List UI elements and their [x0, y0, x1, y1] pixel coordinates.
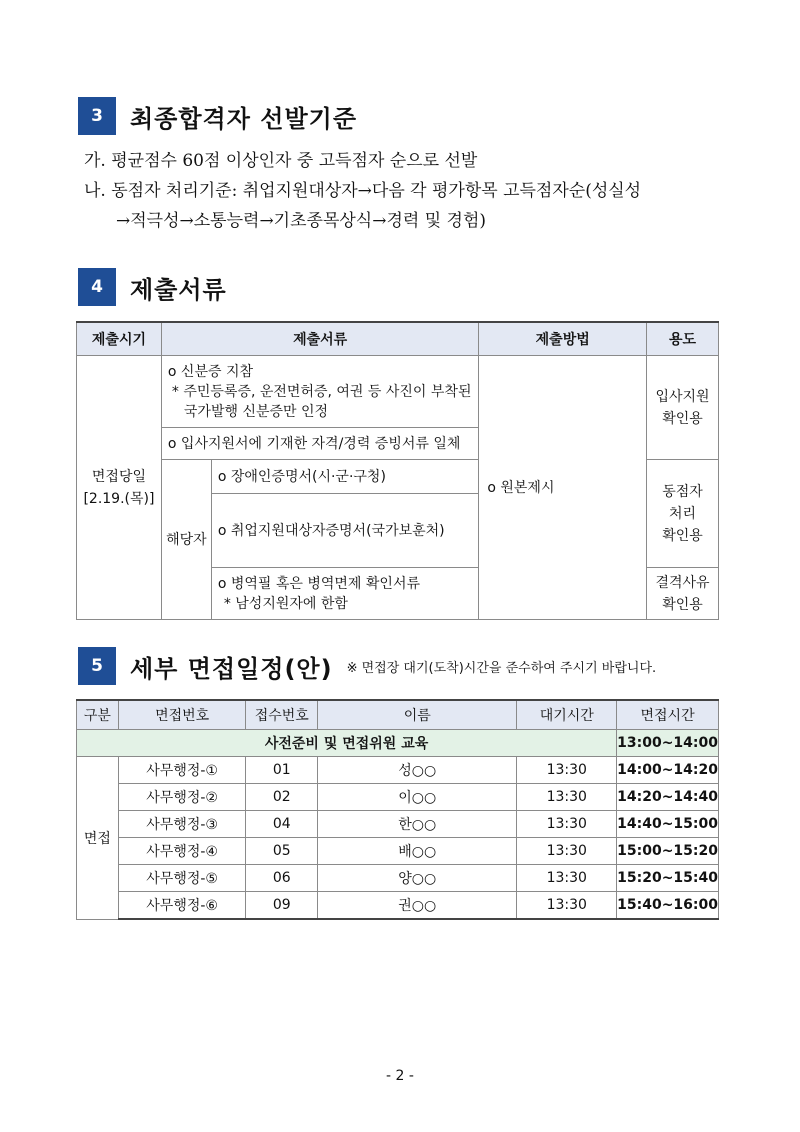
table-row — [77, 865, 719, 892]
use-disqualification — [647, 568, 719, 620]
section-number: 4 — [78, 268, 116, 306]
doc-line: o 병역필 혹은 병역면제 확인서류 — [217, 575, 421, 592]
interview-time: 14:00~14:20 — [617, 757, 719, 784]
use-line: 확인용 — [662, 527, 703, 544]
reg-no: 01 — [246, 757, 318, 784]
table-row — [77, 757, 719, 784]
interview-no: 사무행정-① — [118, 757, 246, 784]
header-cell: 제출시기 — [77, 322, 162, 356]
wait-time: 13:30 — [517, 784, 617, 811]
use-line: 동점자 — [662, 483, 703, 500]
use-line: 확인용 — [662, 596, 703, 613]
section-3-heading — [78, 97, 357, 135]
interview-no: 사무행정-④ — [118, 838, 246, 865]
reg-no: 02 — [246, 784, 318, 811]
page-number: - 2 - — [386, 1068, 414, 1084]
name: 권○○ — [318, 892, 517, 920]
reg-no: 05 — [246, 838, 318, 865]
criteria-item-2: 나. 동점자 처리기준: 취업지원대상자→다음 각 평가항목 고득점자순(성실성 — [84, 181, 642, 201]
section-5-heading — [78, 647, 656, 685]
use-line: 결격사유 — [655, 574, 710, 591]
table-row — [77, 892, 719, 920]
interview-no: 사무행정-③ — [118, 811, 246, 838]
doc-veteran: o 취업지원대상자증명서(국가보훈처) — [211, 494, 479, 568]
doc-military — [211, 568, 479, 620]
prep-label: 사전준비 및 면접위원 교육 — [77, 730, 617, 757]
prep-row — [77, 730, 719, 757]
reg-no: 06 — [246, 865, 318, 892]
interview-time: 15:00~15:20 — [617, 838, 719, 865]
interview-time: 14:20~14:40 — [617, 784, 719, 811]
interview-time: 14:40~15:00 — [617, 811, 719, 838]
section-number: 5 — [78, 647, 116, 685]
criteria-item-1: 가. 평균점수 60점 이상인자 중 고득점자 순으로 선발 — [84, 151, 478, 171]
section-title: 세부 면접일정(안) — [130, 654, 333, 683]
doc-certificates: o 입사지원서에 기재한 자격/경력 증빙서류 일체 — [161, 428, 478, 460]
table-row — [77, 838, 719, 865]
schedule-table — [76, 699, 719, 920]
doc-line: * 주민등록증, 운전면허증, 여권 등 사진이 부착된 — [171, 383, 472, 400]
doc-line: 국가발행 신분증만 인정 — [183, 403, 329, 420]
prep-time: 13:00~14:00 — [617, 730, 719, 757]
submission-timing — [77, 356, 162, 620]
documents-table — [76, 321, 719, 620]
interview-time: 15:40~16:00 — [617, 892, 719, 920]
name: 성○○ — [318, 757, 517, 784]
section-number: 3 — [78, 97, 116, 135]
doc-line: o 신분증 지참 — [167, 363, 253, 380]
doc-id-card — [161, 356, 478, 428]
group-label: 면접 — [77, 757, 119, 920]
interview-no: 사무행정-⑤ — [118, 865, 246, 892]
wait-time: 13:30 — [517, 865, 617, 892]
name: 배○○ — [318, 838, 517, 865]
header-cell: 접수번호 — [246, 700, 318, 730]
header-cell: 면접시간 — [617, 700, 719, 730]
use-line: 입사지원 — [655, 388, 710, 405]
section-note: ※ 면접장 대기(도착)시간을 준수하여 주시기 바랍니다. — [346, 660, 657, 676]
timing-line: 면접당일 — [91, 468, 146, 485]
section-title: 제출서류 — [130, 275, 227, 304]
header-cell: 면접번호 — [118, 700, 246, 730]
use-tie — [647, 460, 719, 568]
header-cell: 대기시간 — [517, 700, 617, 730]
name: 한○○ — [318, 811, 517, 838]
header-cell: 제출서류 — [161, 322, 478, 356]
interview-no: 사무행정-⑥ — [118, 892, 246, 920]
table-row — [77, 784, 719, 811]
header-cell: 구분 — [77, 700, 119, 730]
timing-line: [2.19.(목)] — [83, 490, 155, 507]
name: 양○○ — [318, 865, 517, 892]
wait-time: 13:30 — [517, 811, 617, 838]
section-4-heading — [78, 268, 227, 306]
interview-no: 사무행정-② — [118, 784, 246, 811]
wait-time: 13:30 — [517, 757, 617, 784]
table-row — [77, 811, 719, 838]
interview-time: 15:20~15:40 — [617, 865, 719, 892]
doc-disability: o 장애인증명서(시·군·구청) — [211, 460, 479, 494]
criteria-item-2-cont: →적극성→소통능력→기초종목상식→경력 및 경험) — [116, 211, 487, 231]
doc-line: * 남성지원자에 한함 — [223, 595, 348, 612]
name: 이○○ — [318, 784, 517, 811]
use-line: 처리 — [669, 505, 697, 522]
wait-time: 13:30 — [517, 838, 617, 865]
reg-no: 04 — [246, 811, 318, 838]
table-header-row — [77, 322, 719, 356]
submission-method: o 원본제시 — [479, 356, 647, 620]
header-cell: 용도 — [647, 322, 719, 356]
wait-time: 13:30 — [517, 892, 617, 920]
header-cell: 제출방법 — [479, 322, 647, 356]
use-line: 확인용 — [662, 410, 703, 427]
header-cell: 이름 — [318, 700, 517, 730]
reg-no: 09 — [246, 892, 318, 920]
table-row — [77, 356, 719, 428]
table-header-row — [77, 700, 719, 730]
section-title: 최종합격자 선발기준 — [130, 104, 358, 133]
use-application — [647, 356, 719, 460]
applicable-label: 해당자 — [161, 460, 211, 620]
